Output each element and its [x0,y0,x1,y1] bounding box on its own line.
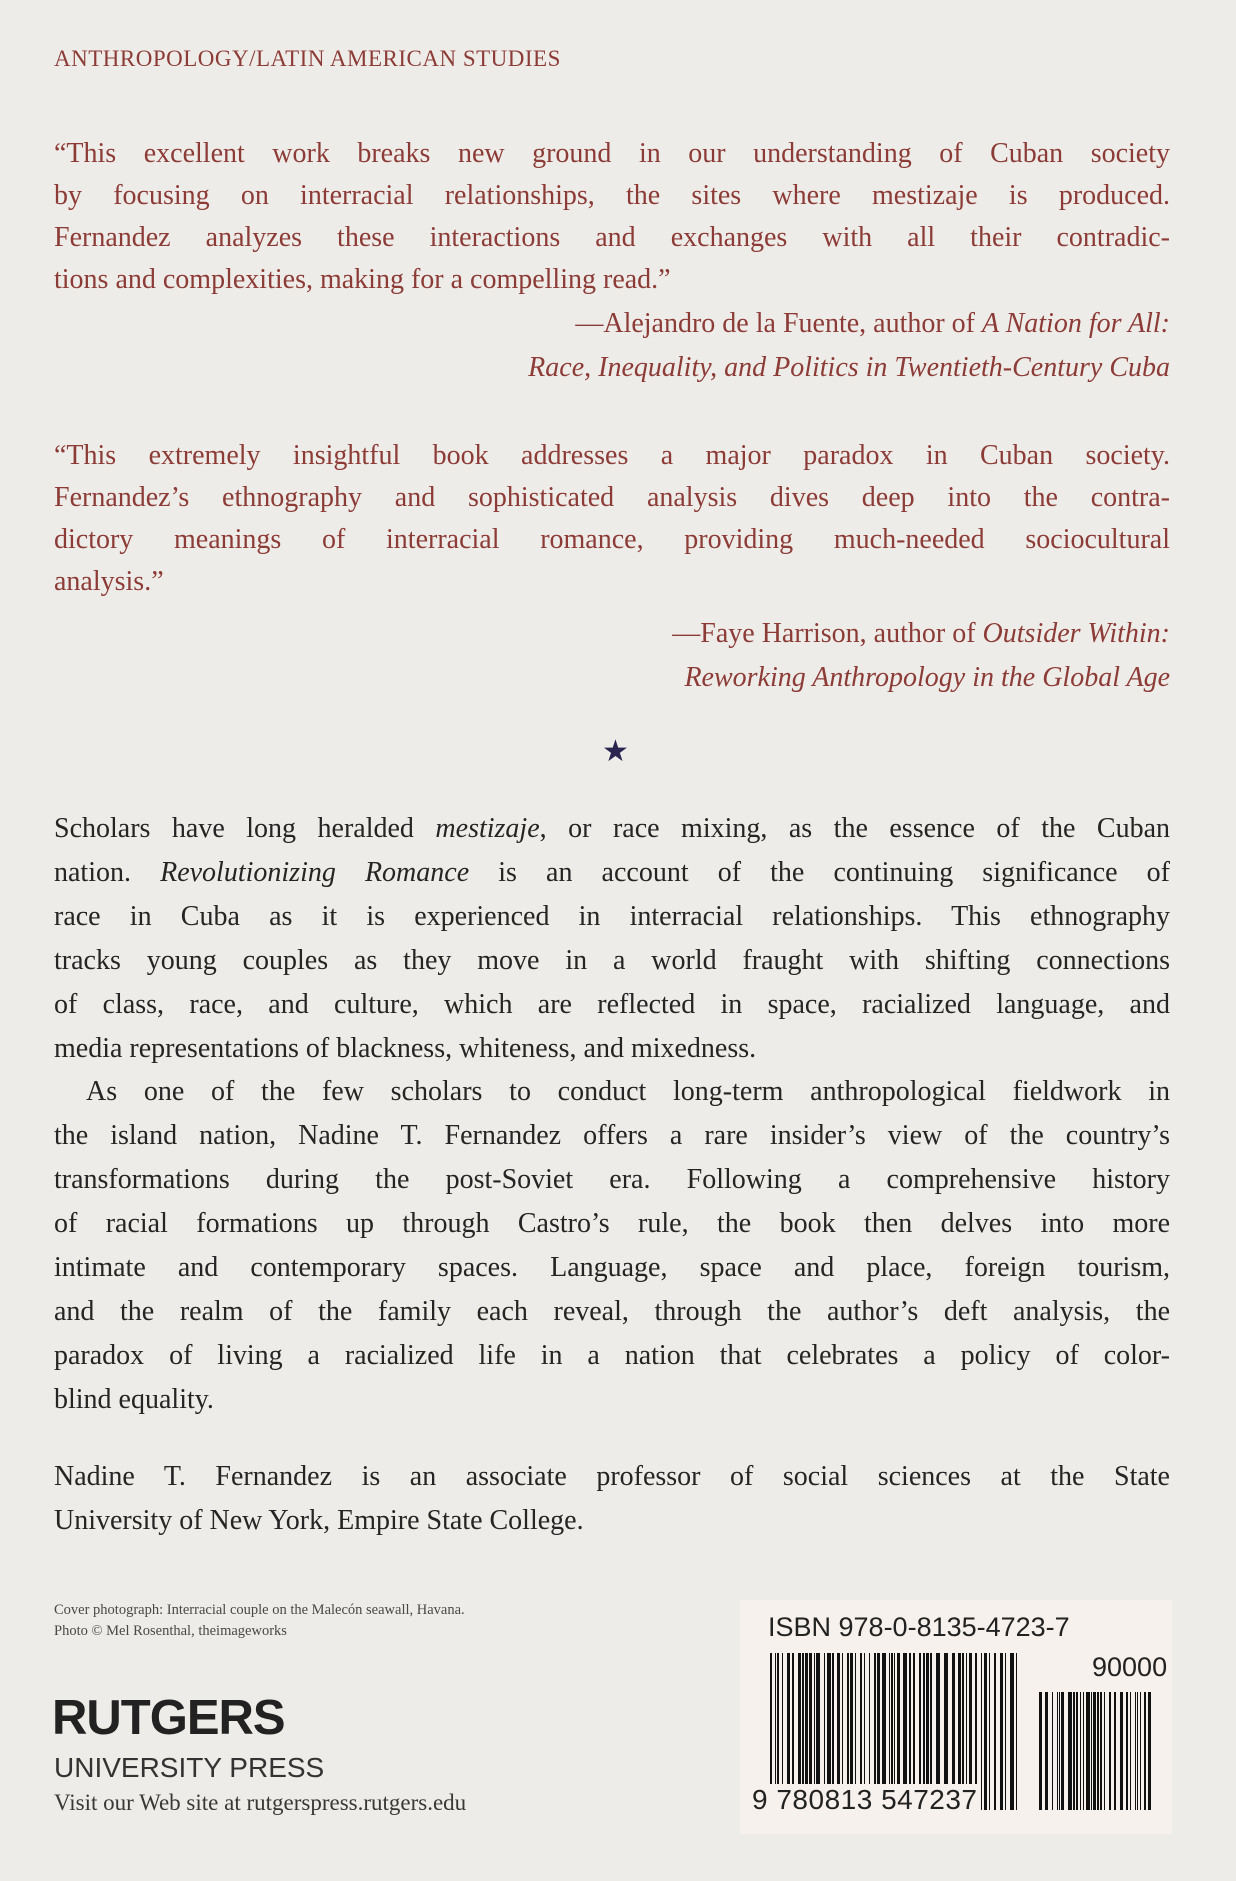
barcode-bar [1000,1653,1003,1810]
barcode-digits: 9 780813 547237 [752,1784,978,1815]
barcode-bar [989,1653,990,1810]
barcode-bar [1073,1692,1075,1810]
barcode-bar [1059,1692,1060,1810]
barcode-bar [1130,1692,1131,1810]
barcode-bar [1137,1692,1138,1810]
barcode-bar [1061,1692,1064,1810]
author-bio [54,1455,1170,1543]
barcode-bar [1144,1692,1146,1810]
quote-line: “This excellent work breaks new ground in our understanding of Cuban society [54,138,1170,169]
text: is an account of the continuing significance of [469,857,1170,888]
category-label: ANTHROPOLOGY/LATIN AMERICAN STUDIES [54,46,561,71]
barcode-bar [1097,1692,1099,1810]
attribution-book-title: A Nation for All: [982,308,1170,339]
quote-line: Fernandez analyzes these interactions and exchanges with all their contradic- [54,222,1170,253]
description-paragraph-1 [54,807,1170,1071]
quote-line: dictory meanings of interracial romance, providing much-needed sociocultural [54,524,1170,555]
body-line: intimate and contemporary spaces. Language, space and place, foreign tourism, [54,1252,1170,1283]
barcode-bar [1076,1692,1078,1810]
barcode-bar [1091,1692,1092,1810]
barcode-bar [1083,1692,1084,1810]
barcode-panel [740,1600,1172,1834]
text: , or race mixing, as the essence of the Cuban [539,813,1170,844]
publisher-logo: RUTGERS [52,1691,285,1745]
barcode-bar [994,1653,996,1810]
quote-line: by focusing on interracial relationships, the sites where mestizaje is produced. [54,180,1170,211]
barcode-bar [1045,1692,1048,1810]
attribution-book-title: Outsider Within: [982,618,1170,649]
body-line: the island nation, Nadine T. Fernandez offers a rare insider’s view of the country’s [54,1120,1170,1151]
barcode-bar [984,1653,987,1810]
body-line: of racial formations up through Castro’s rule, the book then delves into more [54,1208,1170,1239]
barcode-bar [1109,1692,1111,1810]
barcode-bar [1104,1692,1105,1810]
body-line: paradox of living a racialized life in a nation that celebrates a policy of color- [54,1340,1170,1371]
bio-line: University of New York, Empire State College. [54,1505,584,1536]
barcode-bar [1093,1692,1096,1810]
text: Scholars have long heralded [54,813,436,844]
barcode-bar [1005,1653,1006,1810]
isbn-label: ISBN 978-0-8135-4723-7 [768,1612,1070,1642]
text: nation. [54,857,161,888]
barcode-bar [1086,1692,1090,1810]
italic-term: mestizaje [435,813,540,844]
barcode-bar [1148,1692,1151,1810]
body-line: transformations during the post-Soviet era. Following a comprehensive history [54,1164,1170,1195]
quote-1-attribution [54,302,1170,390]
attribution-author: —Alejandro de la Fuente, author of [575,308,982,339]
body-line: race in Cuba as it is experienced in interracial relationships. This ethnography [54,901,1170,932]
quote-2-attribution [54,612,1170,700]
quote-line: tions and complexities, making for a compelling read.” [54,264,671,295]
body-line: of class, race, and culture, which are reflected in space, racialized language, and [54,989,1170,1020]
publisher-website: Visit our Web site at rutgerspress.rutgers.edu [54,1790,467,1815]
description-paragraph-2 [54,1070,1170,1422]
body-line: tracks young couples as they move in a world fraught with shifting connections [54,945,1170,976]
quote-line: Fernandez’s ethnography and sophisticated analysis dives deep into the contra- [54,482,1170,513]
body-line: As one of the few scholars to conduct long-term anthropological fieldwork in [86,1076,1170,1107]
attribution-book-title: Race, Inequality, and Politics in Twentieth-Century Cuba [528,352,1170,383]
body-line: media representations of blackness, whiteness, and mixedness. [54,1033,757,1064]
barcode-bar [1052,1692,1053,1810]
price-code: 90000 [1092,1652,1168,1682]
quote-2 [54,435,1170,603]
publisher-subname: UNIVERSITY PRESS [54,1752,325,1783]
bio-line: Nadine T. Fernandez is an associate professor of social sciences at the State [54,1461,1170,1492]
star-divider-icon: ★ [602,735,629,768]
barcode-bar [1010,1653,1014,1810]
body-line: and the realm of the family each reveal, through the author’s deft analysis, the [54,1296,1170,1327]
barcode-bar [1080,1692,1081,1810]
credit-line: Photo © Mel Rosenthal, theimageworks [54,1623,287,1639]
attribution-author: —Faye Harrison, author of [672,618,983,649]
barcode-bar [1016,1653,1017,1810]
credit-line: Cover photograph: Interracial couple on the Malecón seawall, Havana. [54,1602,465,1618]
barcode-bar [1039,1692,1042,1810]
book-title: Revolutionizing Romance [160,857,470,888]
barcode-bar [1068,1692,1072,1810]
body-line: blind equality. [54,1384,214,1415]
barcode-bar [1057,1692,1058,1810]
barcode-bar [1126,1692,1128,1810]
barcode-bar [981,1653,982,1810]
barcode-bar [1114,1692,1116,1810]
quote-1 [54,133,1170,301]
barcode-bar [1140,1692,1141,1810]
photo-credits [54,1600,465,1642]
quote-line: “This extremely insightful book addresses a major paradox in Cuban society. [54,440,1170,471]
quote-line: analysis.” [54,566,164,597]
barcode-bar [1135,1692,1136,1810]
barcode-bar [1120,1692,1123,1810]
barcode-bar [1100,1692,1102,1810]
attribution-book-title: Reworking Anthropology in the Global Age [684,662,1170,693]
